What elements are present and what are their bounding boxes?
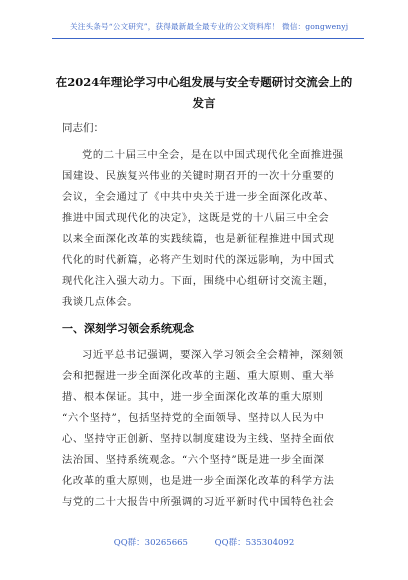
footer <box>0 536 408 548</box>
header-banner: 关注头条号“公文研究”，获得最新最全最专业的公文资料库！ 微信：gongwenyj <box>70 22 349 31</box>
paragraph-2-line: 化改革的重大原则，也是进一步全面深化改革的科学方法 <box>62 475 335 487</box>
paragraph-1-line: 国建设、民族复兴伟业的关键时期召开的一次十分重要的 <box>62 170 335 182</box>
paragraph-2-line: 会和把握进一步全面深化改革的主题、重大原则、重大举 <box>62 370 335 382</box>
footer-qq-group-2: QQ群：535304092 <box>214 538 295 548</box>
footer-qq-group-1: QQ群：30265665 <box>113 538 188 548</box>
paragraph-2-line: 措、根本保证。其中，进一步全面深化改革的重大原则 <box>62 391 324 403</box>
paragraph-2-line: 习近平总书记强调，要深入学习领会全会精神，深刻领 <box>82 349 344 361</box>
paragraph-1-line: 会议，全会通过了《中共中央关于进一步全面深化改革、 <box>62 191 335 203</box>
paragraph-1-line: 党的二十届三中全会，是在以中国式现代化全面推进强 <box>82 149 344 161</box>
document-title-line-2: 发言 <box>192 96 216 110</box>
header-rule <box>52 38 364 39</box>
paragraph-2-line: 与党的二十大报告中所强调的习近平新时代中国特色社会 <box>62 496 335 508</box>
paragraph-2-line: 法治国、坚持系统观念。“六个坚持”既是进一步全面深 <box>62 454 325 466</box>
section-1-heading: 一、深刻学习领会系统观念 <box>62 322 194 335</box>
paragraph-2-line: 心、坚持守正创新、坚持以制度建设为主线、坚持全面依 <box>62 433 335 445</box>
document-title-line-1: 在2024年理论学习中心组发展与安全专题研讨交流会上的 <box>55 75 353 89</box>
paragraph-1-line: 推进中国式现代化的决定》，这既是党的十八届三中全会 <box>62 212 330 224</box>
salutation: 同志们： <box>62 122 104 134</box>
paragraph-1-line: 我谈几点体会。 <box>62 296 139 308</box>
paragraph-2-line: “六个坚持”，包括坚持党的全面领导、坚持以人民为中 <box>62 412 325 424</box>
paragraph-1-line: 现代化注入强大动力。下面，围绕中心组研讨交流主题， <box>62 275 335 287</box>
paragraph-1-line: 代化的时代新篇，必将产生划时代的深远影响，为中国式 <box>62 254 335 266</box>
paragraph-1-line: 以来全面深化改革的实践续篇，也是新征程推进中国式现 <box>62 233 335 245</box>
